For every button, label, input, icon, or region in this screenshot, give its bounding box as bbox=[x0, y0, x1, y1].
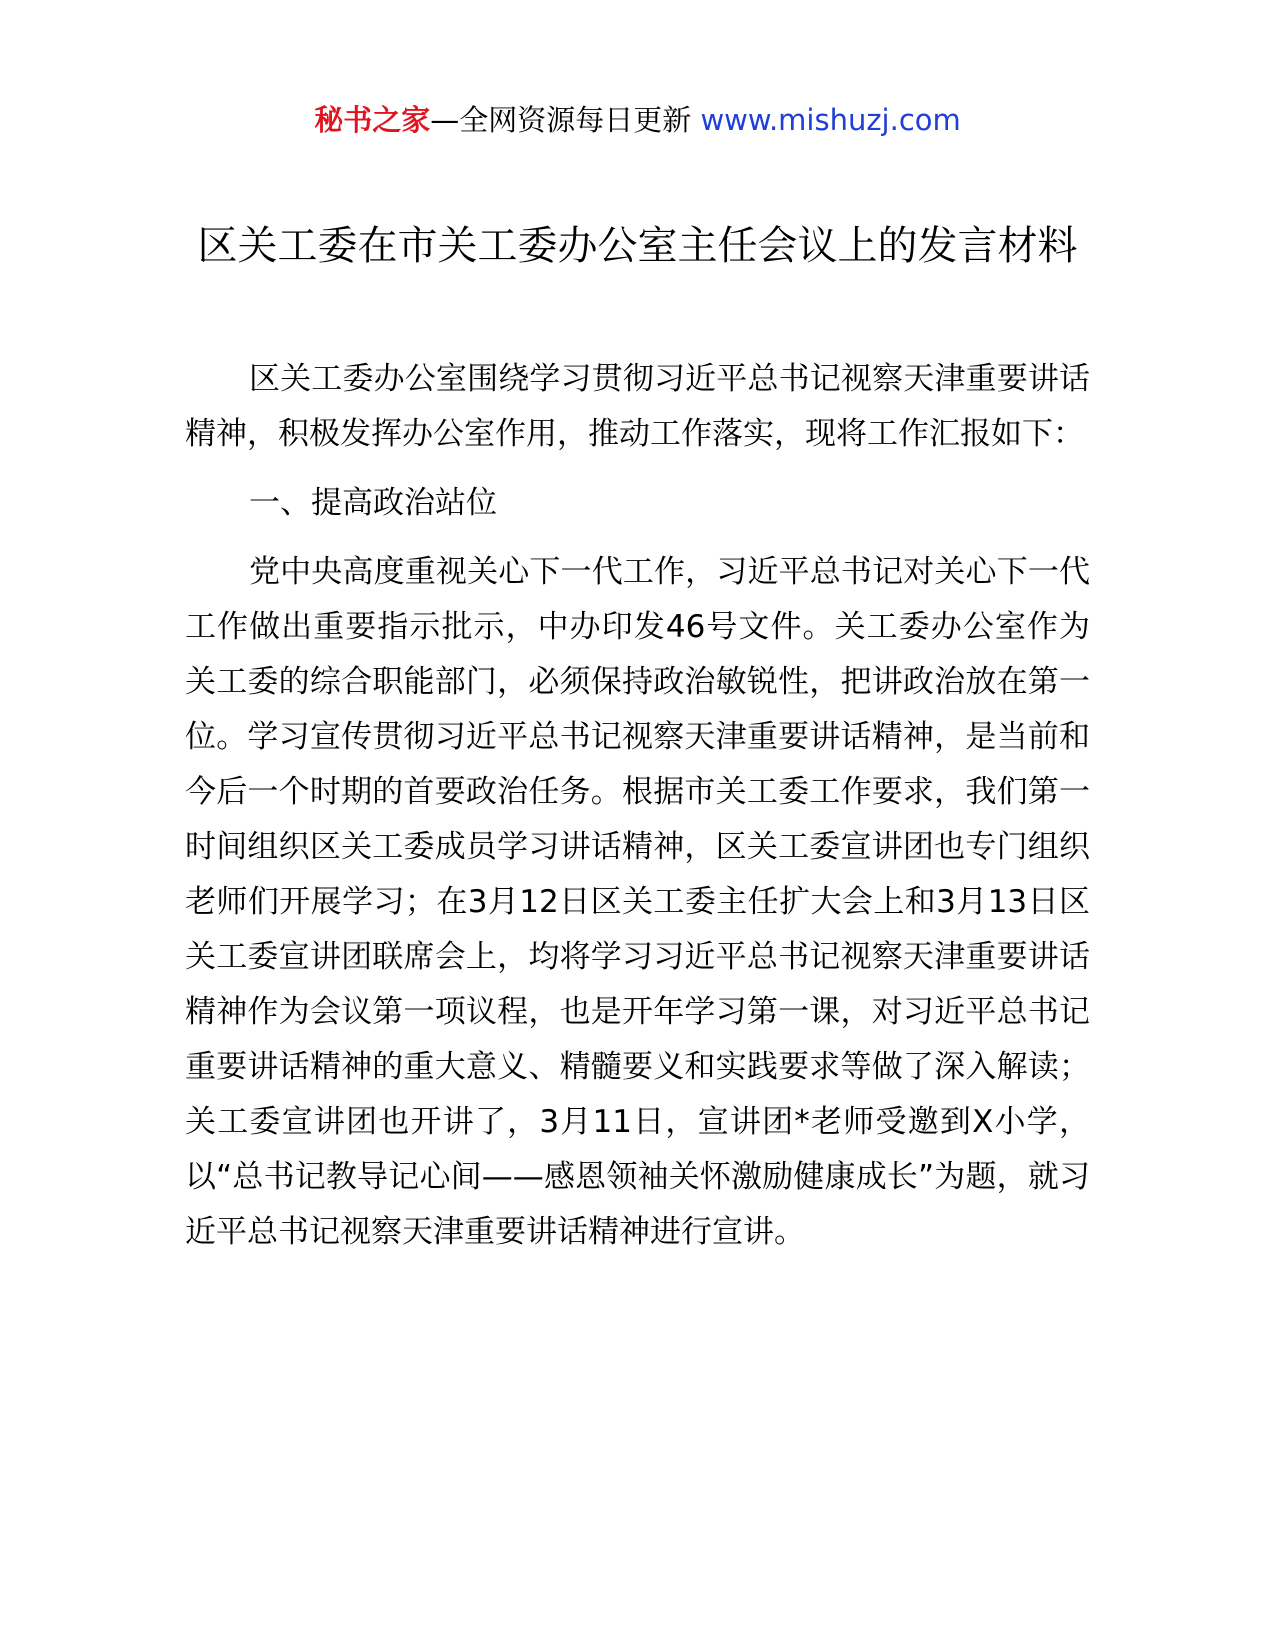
section-heading: 一、提高政治站位 bbox=[249, 485, 497, 521]
intro-paragraph: 区关工委办公室围绕学习贯彻习近平总书记视察天津重要讲话精神，积极发挥办公室作用，推动工作落实，现将工作汇报如下： bbox=[185, 361, 1090, 452]
header-tagline: —全网资源每日更新 bbox=[430, 103, 701, 137]
section-paragraph: 党中央高度重视关心下一代工作，习近平总书记对关心下一代工作做出重要指示批示，中办印发46号文件。关工委办公室作为关工委的综合职能部门，必须保持政治敏锐性，把讲政治放在第一位。学习宣传贯彻习近平总书记视察天津重要讲话精神，是当前和今后一个时期的首要政治任务。根据市关工委工作要求，我们第一时间组织区关工委成员学习讲话精神，区关工委宣讲团也专门组织老师们开展学习；在3月12日区关工委主任扩大会上和3月13日区关工委宣讲团联席会上，均将学习习近平总书记视察天津重要讲话精神作为会议第一项议程，也是开年学习第一课，对习近平总书记重要讲话精神的重大意义、精髓要义和实践要求等做了深入解读；关工委宣讲团也开讲了，3月11日，宣讲团*老师受邀到X小学，以“总书记教导记心间——感恩领袖关怀激励健康成长”为题，就习近平总书记视察天津重要讲话精神进行宣讲。 bbox=[185, 554, 1090, 1250]
document-body bbox=[185, 352, 1090, 1260]
site-url-link[interactable]: www.mishuzj.com bbox=[700, 103, 961, 137]
document-title: 区关工委在市关工委办公室主任会议上的发言材料 bbox=[197, 223, 1078, 269]
brand-name: 秘书之家 bbox=[314, 103, 431, 137]
site-header bbox=[0, 100, 1275, 140]
